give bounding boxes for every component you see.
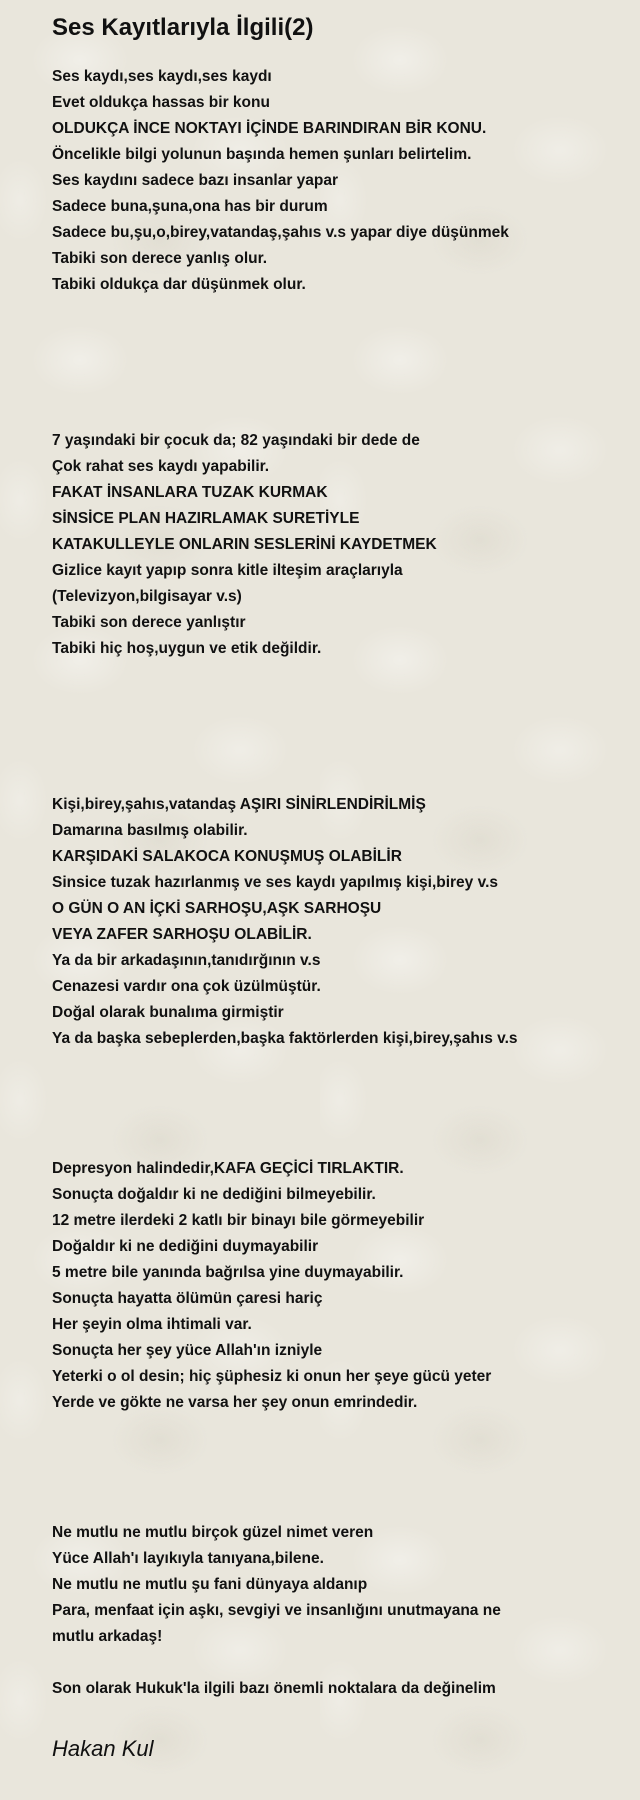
poem-body <box>52 64 620 1702</box>
poem-line: 7 yaşındaki bir çocuk da; 82 yaşındaki bir dede de <box>52 432 420 449</box>
stanza-spacer <box>52 1078 620 1104</box>
poem-line: O GÜN O AN İÇKİ SARHOŞU,AŞK SARHOŞU <box>52 900 382 917</box>
poem-line: Doğal olarak bunalıma girmiştir <box>52 1004 284 1021</box>
poem-line: Doğaldır ki ne dediğini duymayabilir <box>52 1238 319 1255</box>
stanza-spacer <box>52 714 620 740</box>
poem-line: Tabiki son derece yanlış olur. <box>52 250 268 267</box>
stanza-spacer <box>52 740 620 766</box>
poem-line: mutlu arkadaş! <box>52 1628 163 1645</box>
poem-line: Ses kaydını sadece bazı insanlar yapar <box>52 172 339 189</box>
poem-line: Ya da başka sebeplerden,başka faktörlerden kişi,birey,şahıs v.s <box>52 1030 518 1047</box>
poem-line: Gizlice kayıt yapıp sonra kitle ilteşim araçlarıyla <box>52 562 403 579</box>
poem-line: Para, menfaat için aşkı, sevgiyi ve insanlığını unutmayana ne <box>52 1602 501 1619</box>
poem-line: Tabiki son derece yanlıştır <box>52 614 246 631</box>
stanza-spacer <box>52 1442 620 1468</box>
poem-line: Öncelikle bilgi yolunun başında hemen şunları belirtelim. <box>52 146 472 163</box>
poem-line: Depresyon halindedir,KAFA GEÇİCİ TIRLAKTIR. <box>52 1160 404 1177</box>
poem-line: Ne mutlu ne mutlu birçok güzel nimet veren <box>52 1524 374 1541</box>
author-name: Hakan Kul <box>52 1736 154 1761</box>
poem-line: Ya da bir arkadaşının,tanıdırğının v.s <box>52 952 321 969</box>
poem-line: Cenazesi vardır ona çok üzülmüştür. <box>52 978 321 995</box>
poem-line: Ne mutlu ne mutlu şu fani dünyaya aldanıp <box>52 1576 368 1593</box>
poem-line: Sonuçta doğaldır ki ne dediğini bilmeyebilir. <box>52 1186 376 1203</box>
stanza-spacer <box>52 1650 620 1676</box>
poem-line: SİNSİCE PLAN HAZIRLAMAK SURETİYLE <box>52 510 360 527</box>
poem-line: FAKAT İNSANLARA TUZAK KURMAK <box>52 484 328 501</box>
stanza-spacer <box>52 688 620 714</box>
poem-line: Son olarak Hukuk'la ilgili bazı önemli noktalara da değinelim <box>52 1680 496 1697</box>
stanza-spacer <box>52 1494 620 1520</box>
stanza-spacer <box>52 324 620 350</box>
poem-line: Sinsice tuzak hazırlanmış ve ses kaydı yapılmış kişi,birey v.s <box>52 874 499 891</box>
stanza-spacer <box>52 1416 620 1442</box>
poem-line: Tabiki hiç hoş,uygun ve etik değildir. <box>52 640 322 657</box>
poem-line: KATAKULLEYLE ONLARIN SESLERİNİ KAYDETMEK <box>52 536 437 553</box>
poem-line: VEYA ZAFER SARHOŞU OLABİLİR. <box>52 926 312 943</box>
poem-line: Sadece buna,şuna,ona has bir durum <box>52 198 328 215</box>
stanza-spacer <box>52 1052 620 1078</box>
poem-line: Kişi,birey,şahıs,vatandaş AŞIRI SİNİRLENDİRİLMİŞ <box>52 796 426 813</box>
poem-line: Her şeyin olma ihtimali var. <box>52 1316 252 1333</box>
stanza-spacer <box>52 402 620 428</box>
poem-line: Evet oldukça hassas bir konu <box>52 94 270 111</box>
poem-line: Çok rahat ses kaydı yapabilir. <box>52 458 270 475</box>
poem-line: Tabiki oldukça dar düşünmek olur. <box>52 276 306 293</box>
poem-line: Sonuçta hayatta ölümün çaresi hariç <box>52 1290 323 1307</box>
stanza-spacer <box>52 1104 620 1130</box>
poem-line: OLDUKÇA İNCE NOKTAYI İÇİNDE BARINDIRAN BİR KONU. <box>52 120 487 137</box>
poem-line: Yüce Allah'ı layıkıyla tanıyana,bilene. <box>52 1550 324 1567</box>
poem-title: Ses Kayıtlarıyla İlgili(2) <box>52 14 314 41</box>
stanza-spacer <box>52 766 620 792</box>
poem-line: (Televizyon,bilgisayar v.s) <box>52 588 242 605</box>
poem-line: 12 metre ilerdeki 2 katlı bir binayı bile görmeyebilir <box>52 1212 425 1229</box>
poem-line: 5 metre bile yanında bağrılsa yine duymayabilir. <box>52 1264 404 1281</box>
poem-line: Yeterki o ol desin; hiç şüphesiz ki onun her şeye gücü yeter <box>52 1368 492 1385</box>
stanza-spacer <box>52 1468 620 1494</box>
stanza-spacer <box>52 376 620 402</box>
poem-line: Sonuçta her şey yüce Allah'ın izniyle <box>52 1342 323 1359</box>
poem-line: Damarına basılmış olabilir. <box>52 822 248 839</box>
stanza-spacer <box>52 1130 620 1156</box>
poem-line: Ses kaydı,ses kaydı,ses kaydı <box>52 68 272 85</box>
poem-line: KARŞIDAKİ SALAKOCA KONUŞMUŞ OLABİLİR <box>52 848 402 865</box>
poem-line: Yerde ve gökte ne varsa her şey onun emrindedir. <box>52 1394 418 1411</box>
poem-line: Sadece bu,şu,o,birey,vatandaş,şahıs v.s yapar diye düşünmek <box>52 224 509 241</box>
stanza-spacer <box>52 298 620 324</box>
stanza-spacer <box>52 350 620 376</box>
stanza-spacer <box>52 662 620 688</box>
